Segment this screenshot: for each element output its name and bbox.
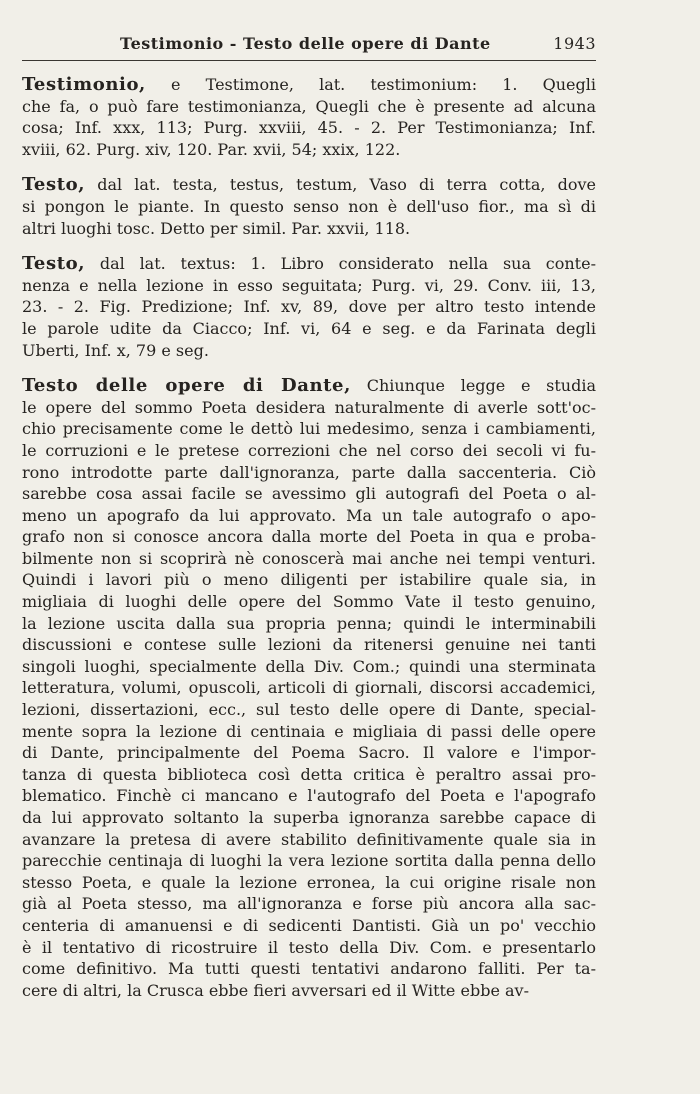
- running-header: [22, 32, 596, 61]
- entry-line-text: sarebbe cosa assai facile se avessimo gli autografi del Poeta o al-: [22, 484, 596, 504]
- entry-first-line: [22, 74, 596, 96]
- entry-headword: Testo,: [22, 174, 86, 196]
- entry-line-text: blematico. Finchè ci mancano e l'autografo del Poeta e l'apografo: [22, 786, 596, 806]
- entry-text-line: [22, 117, 596, 139]
- entry-line-text: si pongon le piante. In questo senso non è dell'uso fior., ma sì di: [22, 196, 596, 216]
- dictionary-entry: [22, 74, 596, 160]
- entry-line-text: da lui approvato soltanto la superba ignoranza sarebbe capace di: [22, 808, 596, 827]
- entry-text-line: [22, 196, 596, 218]
- entry-line-text: mente sopra la lezione di centinaia e migliaia di passi delle opere: [22, 721, 596, 741]
- entry-text-line: [22, 980, 596, 1002]
- entry-line-text: lezioni, dissertazioni, ecc., sul testo delle opere di Dante, special-: [22, 700, 596, 720]
- entry-line-text: cosa; Inf. xxx, 113; Purg. xxviii, 45. - 2. Per Testimonianza; Inf.: [22, 118, 596, 138]
- entry-line-text: già al Poeta stesso, ma all'ignoranza e forse più ancora alla sac-: [22, 894, 596, 914]
- entry-line-text: nenza e nella lezione in esso seguitata; Purg. vi, 29. Conv. iii, 13,: [22, 275, 596, 295]
- entry-line-text: le parole udite da Ciacco; Inf. vi, 64 e seg. e da Farinata degli: [22, 318, 596, 338]
- entry-text-line: [22, 807, 596, 829]
- entry-line-text: dal lat. textus: 1. Libro considerato nella sua conte-: [99, 254, 596, 274]
- page-number: 1943: [553, 34, 596, 53]
- entry-line-text: altri luoghi tosc. Detto per simil. Par. xxvii, 118.: [22, 218, 411, 238]
- entry-line-text: migliaia di luoghi delle opere del Sommo Vate il testo genuino,: [22, 592, 596, 612]
- entry-text-line: [22, 764, 596, 786]
- entry-text-line: [22, 440, 596, 462]
- entry-text-line: [22, 613, 596, 635]
- entry-line-text: centeria di amanuensi e di sedicenti Dantisti. Già un po' vecchio: [22, 915, 596, 935]
- entry-text-line: [22, 275, 596, 297]
- entry-line-text: stesso Poeta, e quale la lezione erronea, la cui origine risale non: [22, 872, 596, 892]
- entry-text-line: [22, 569, 596, 591]
- entry-text-line: [22, 893, 596, 915]
- entry-text-line: [22, 218, 596, 240]
- entry-text-line: [22, 139, 596, 161]
- entry-text-line: [22, 505, 596, 527]
- entry-line-text: singoli luoghi, specialmente della Div. Com.; quindi una sterminata: [22, 656, 596, 676]
- entry-line-text: bilmente non si scoprirà nè conoscerà mai anche nei tempi venturi.: [22, 548, 596, 568]
- entry-text-line: [22, 397, 596, 419]
- entry-text-line: [22, 699, 596, 721]
- entry-line-text: Quindi i lavori più o meno diligenti per istabilire quale sia, in: [22, 570, 596, 590]
- entry-text-line: [22, 418, 596, 440]
- entry-line-text: Chiunque legge e studia: [366, 376, 596, 396]
- entry-line-text: meno un apografo da lui approvato. Ma un tale autografo o apo-: [22, 505, 596, 525]
- entry-line-text: le opere del sommo Poeta desidera naturalmente di averle sott'oc-: [22, 397, 596, 417]
- entry-line-text: Uberti, Inf. x, 79 e seg.: [22, 340, 209, 360]
- entry-text-line: [22, 872, 596, 894]
- entry-line-text: avanzare la pretesa di avere stabilito definitivamente quale sia in: [22, 829, 596, 849]
- entry-line-text: discussioni e contese sulle lezioni da ritenersi genuine nei tanti: [22, 635, 596, 655]
- entry-text-line: [22, 340, 596, 362]
- entry-line-text: grafo non si conosce ancora dalla morte del Poeta in qua e proba-: [22, 527, 596, 547]
- entry-first-line: [22, 375, 596, 397]
- entry-text-line: [22, 318, 596, 340]
- entry-line-text: è il tentativo di ricostruire il testo della Div. Com. e presentarlo: [22, 937, 596, 957]
- entry-headword: Testimonio,: [22, 74, 146, 95]
- entry-text-line: [22, 462, 596, 484]
- entry-line-text: letteratura, volumi, opuscoli, articoli di giornali, discorsi accademici,: [22, 678, 596, 698]
- entry-text-line: [22, 721, 596, 743]
- entry-text-line: [22, 548, 596, 570]
- entry-text-line: [22, 958, 596, 980]
- entry-text-line: [22, 937, 596, 959]
- entry-line-text: come definitivo. Ma tutti questi tentativi andarono falliti. Per ta-: [22, 959, 596, 979]
- entry-first-line: [22, 174, 596, 196]
- entry-headword: Testo delle opere di Dante,: [22, 375, 351, 397]
- dictionary-entry: [22, 174, 596, 239]
- entry-text-line: [22, 96, 596, 118]
- entry-text-line: [22, 742, 596, 764]
- entry-text-line: [22, 634, 596, 656]
- dictionary-entry: [22, 375, 596, 1001]
- entry-line-text: chio precisamente come le dettò lui medesimo, senza i cambiamenti,: [22, 419, 596, 439]
- entry-line-text: xviii, 62. Purg. xiv, 120. Par. xvii, 54; xxix, 122.: [22, 139, 401, 159]
- entry-line-text: 23. - 2. Fig. Predizione; Inf. xv, 89, dove per altro testo intende: [22, 297, 596, 317]
- dictionary-entry: [22, 253, 596, 361]
- entry-text-line: [22, 915, 596, 937]
- entry-line-text: parecchie centinaja di luoghi la vera lezione sortita dalla penna dello: [22, 851, 596, 871]
- entry-line-text: le corruzioni e le pretese correzioni che nel corso dei secoli vi fu-: [22, 440, 596, 460]
- entry-text-line: [22, 829, 596, 851]
- running-head-title: Testimonio - Testo delle opere di Dante: [120, 34, 491, 53]
- entry-line-text: la lezione uscita dalla sua propria penna; quindi le interminabili: [22, 613, 596, 633]
- entry-line-text: dal lat. testa, testus, testum, Vaso di terra cotta, dove: [97, 175, 596, 195]
- entry-text-line: [22, 591, 596, 613]
- entry-line-text: di Dante, principalmente del Poema Sacro. Il valore e l'impor-: [22, 743, 596, 763]
- entry-line-text: rono introdotte parte dall'ignoranza, parte dalla saccenteria. Ciò: [22, 462, 596, 482]
- entry-text-line: [22, 526, 596, 548]
- entry-line-text: cere di altri, la Crusca ebbe fieri avversari ed il Witte ebbe av-: [22, 980, 529, 1000]
- entry-line-text: che fa, o può fare testimonianza, Quegli che è presente ad alcuna: [22, 96, 596, 116]
- entry-text-line: [22, 296, 596, 318]
- entries-column: [22, 74, 596, 1015]
- entry-line-text: tanza di questa biblioteca così detta critica è peraltro assai pro-: [22, 764, 596, 784]
- entry-text-line: [22, 656, 596, 678]
- entry-text-line: [22, 677, 596, 699]
- entry-first-line: [22, 253, 596, 275]
- entry-text-line: [22, 850, 596, 872]
- entry-text-line: [22, 483, 596, 505]
- entry-line-text: e Testimone, lat. testimonium: 1. Quegli: [171, 75, 596, 94]
- entry-text-line: [22, 785, 596, 807]
- entry-headword: Testo,: [22, 253, 86, 275]
